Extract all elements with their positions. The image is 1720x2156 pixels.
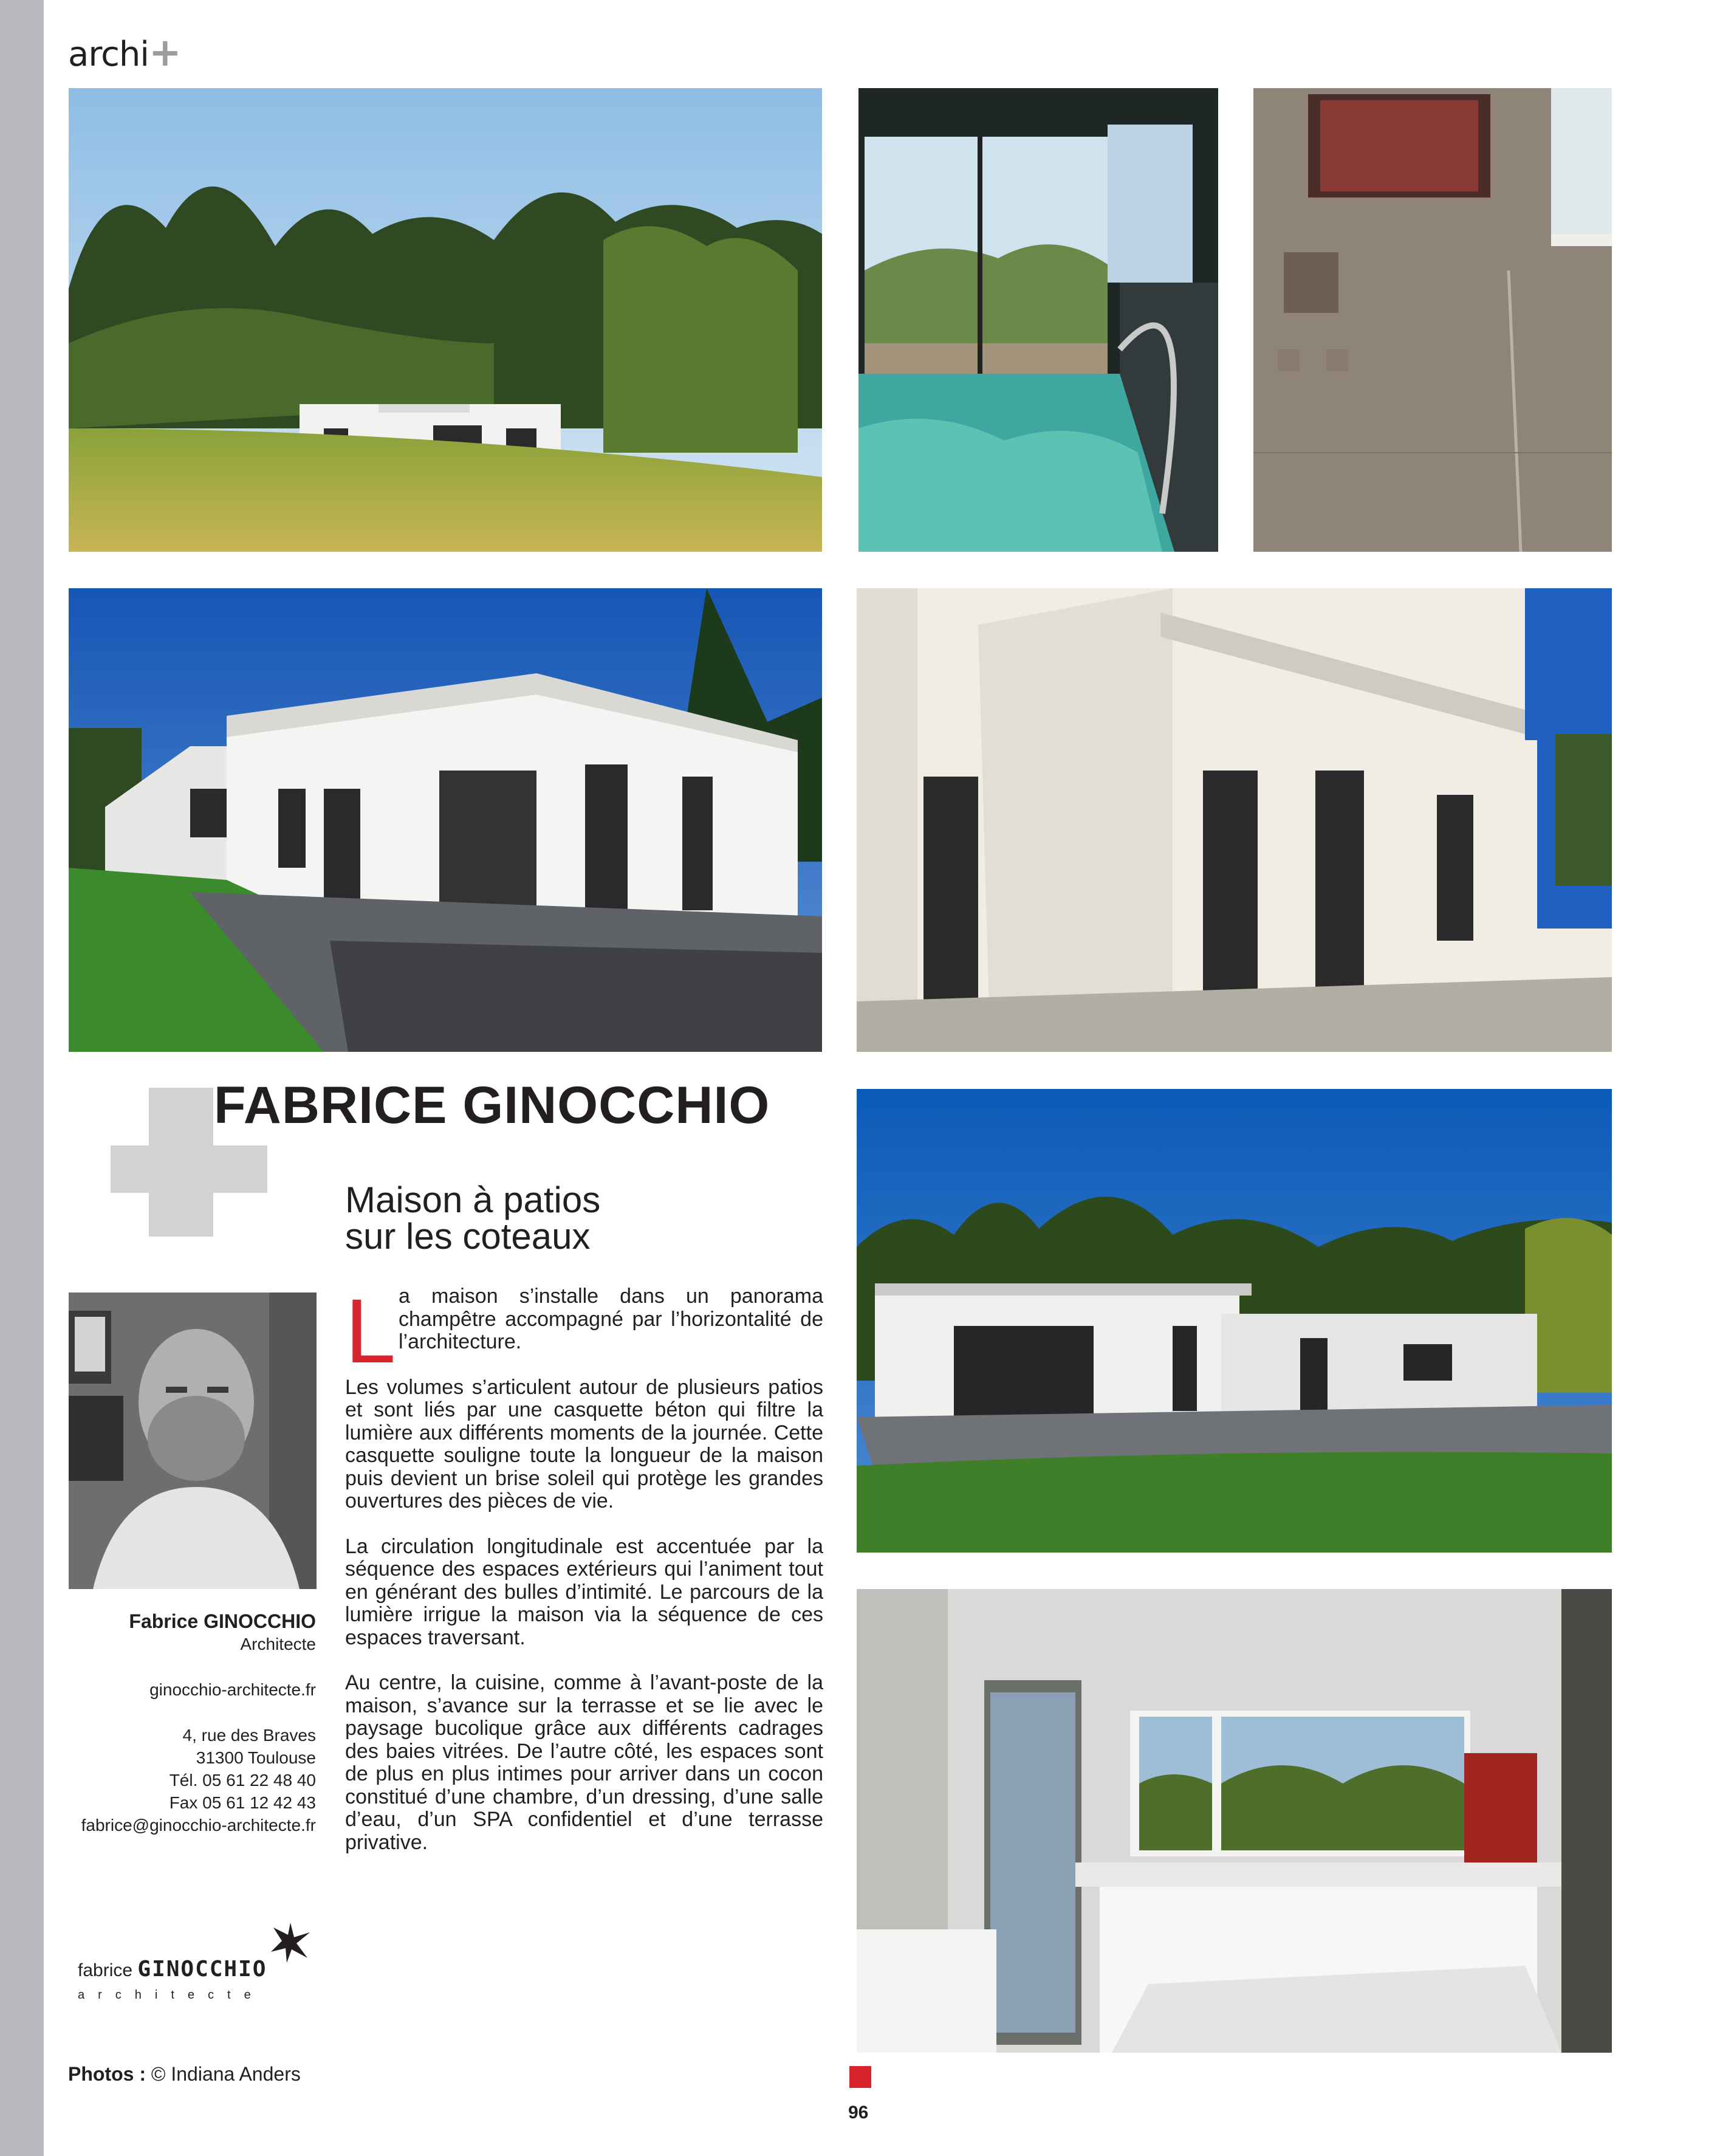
photo-kitchen (857, 1589, 1612, 2053)
decorative-plus-horizontal (111, 1145, 267, 1193)
photo-indoor-pool (858, 88, 1218, 552)
photo-house-terrace (69, 588, 822, 1052)
photo-house-hillside (69, 88, 822, 552)
paragraph-4: Au centre, la cuisine, comme à l’avant-poste de la maison, s’avance sur la terrasse et se lie avec le paysage bucolique grâce aux différents cadrages des baies vitrées. De l’autre côté, les espaces sont de plus en plus intimes pour arriver dans un cocon constitué d’une chambre, d’un dressing, d’une salle d’eau, d’un SPA confidentiel et d’une terrasse privative. (345, 1671, 823, 1854)
subtitle-line-2: sur les coteaux (345, 1216, 591, 1257)
firm-logo-mark-icon (269, 1920, 312, 1964)
contact-block (68, 1610, 316, 1836)
contact-name: Fabrice GINOCCHIO (129, 1610, 316, 1632)
magazine-logo: archi+ (68, 30, 181, 75)
article-body (345, 1280, 823, 1876)
contact-fax: Fax 05 61 12 42 43 (169, 1793, 316, 1812)
contact-phone: Tél. 05 61 22 48 40 (169, 1771, 316, 1790)
paragraph-2: Les volumes s’articulent autour de plusieurs patios et sont liés par une casquette béton qui filtre la lumière aux différents moments de la journée. Cette casquette souligne toute la longueur de la maison puis devient un brise soleil qui protège les grandes ouvertures des pièces de vie. (345, 1375, 823, 1512)
photo-architect-portrait (69, 1293, 317, 1589)
contact-website[interactable]: ginocchio-architecte.fr (149, 1680, 316, 1699)
contact-email[interactable]: fabrice@ginocchio-architecte.fr (81, 1816, 316, 1835)
photo-patio-walls (857, 588, 1612, 1052)
architect-title: FABRICE GINOCCHIO (214, 1076, 770, 1135)
subtitle-line-1: Maison à patios (345, 1179, 601, 1220)
page-marker (849, 2066, 871, 2088)
contact-role: Architecte (240, 1635, 316, 1653)
photo-credit: Photos : © Indiana Anders (68, 2063, 301, 2085)
photo-house-lawn (857, 1089, 1612, 1553)
firm-logo-text: fabrice GINOCCHIO (78, 1957, 267, 1982)
page-spine (0, 0, 44, 2156)
photo-shower (1253, 88, 1612, 552)
contact-address-2: 31300 Toulouse (196, 1748, 316, 1767)
page-number: 96 (848, 2103, 869, 2123)
drop-cap: L (345, 1280, 396, 1382)
paragraph-3: La circulation longitudinale est accentuée par la séquence des espaces extérieurs qui l’animent tout en générant des bulles d’intimité. Le parcours de la lumière irrigue la maison via la séquence de ces espaces traversant. (345, 1534, 823, 1649)
firm-logo-subtitle: architecte (78, 1988, 264, 2002)
contact-address-1: 4, rue des Braves (182, 1726, 316, 1745)
paragraph-1: a maison s’installe dans un panorama champêtre accompagné par l’horizontalité de l’architecture. (399, 1285, 823, 1353)
article-subtitle (345, 1179, 601, 1257)
